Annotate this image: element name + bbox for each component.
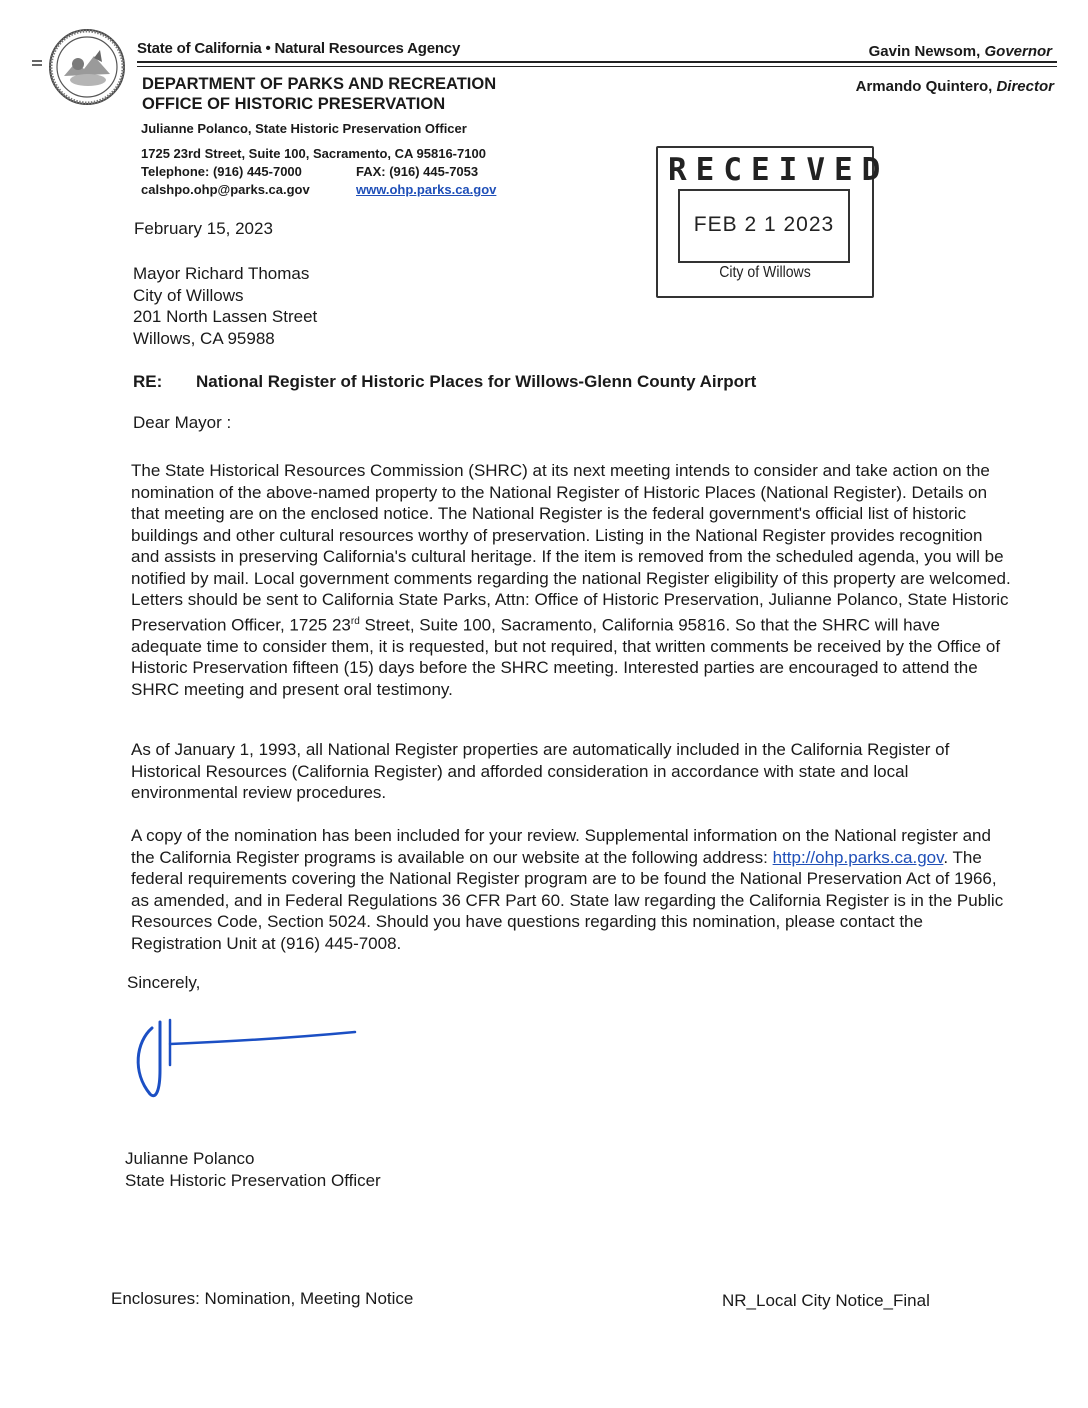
department-block bbox=[142, 74, 496, 114]
recipient-line: Mayor Richard Thomas bbox=[133, 264, 310, 283]
stamp-title: RECEIVED bbox=[668, 152, 890, 188]
subject-line bbox=[133, 372, 756, 392]
p1-text-a: The State Historical Resources Commission (SHRC) at its next meeting intends to consider and take action on the nomination of the above-named property to the National Register of Historic Places (National Register). Details on that meeting are on the enclosed notice. The National Register is the federal government's official list of historic buildings and other cultural resources worthy of preservation. Listing in the National Register provides recognition and assists in preserving California's cultural heritage. If the item is removed from the scheduled agenda, you will be notified by mail. Local government comments regarding the national Register eligibility of this property are welcomed. Letters should be sent to California State Parks, Attn: Office of Historic Preservation, Julianne Polanco, State Historic Preservation Officer, 1725 23 bbox=[131, 461, 1011, 635]
stamp-date-box bbox=[678, 189, 850, 263]
director-title: Director bbox=[996, 78, 1054, 95]
shpo-line: Julianne Polanco, State Historic Preservation Officer bbox=[141, 121, 467, 136]
body-paragraph-1 bbox=[131, 460, 1011, 700]
subject-label: RE: bbox=[133, 372, 163, 391]
governor-name: Gavin Newsom, bbox=[868, 43, 981, 60]
website-link[interactable]: www.ohp.parks.ca.gov bbox=[356, 182, 497, 197]
director-line bbox=[856, 78, 1054, 95]
file-reference: NR_Local City Notice_Final bbox=[722, 1291, 930, 1310]
p1-text-b: Street, Suite 100, Sacramento, California 95816. So that the SHRC will have adequate time to consider them, it is requested, but not required, that written comments be received by the Office of Historic Preservation fifteen (15) days before the SHRC meeting. Interested parties are encouraged to attend the SHRC meeting and present oral testimony. bbox=[131, 615, 1001, 699]
signer-name: Julianne Polanco bbox=[125, 1149, 255, 1168]
p3-text-b: . The federal requirements covering the National Register program are to be found the National Preservation Act of 1966, as amended, and in Federal Regulations 36 CFR Part 60. State law regarding the California Register is in the Public Resources Code, Section 5024. Should you have questions regarding this nomination, please contact the Registration Unit at (916) 445-7008. bbox=[131, 847, 1004, 953]
recipient-line: City of Willows bbox=[133, 285, 244, 305]
recipient-line: 201 North Lassen Street bbox=[133, 307, 318, 326]
signature-image bbox=[130, 1010, 370, 1105]
telephone: Telephone: (916) 445-7000 bbox=[141, 164, 302, 179]
letter-date: February 15, 2023 bbox=[134, 219, 273, 238]
signer-title: State Historic Preservation Officer bbox=[125, 1171, 381, 1190]
governor-line bbox=[869, 43, 1052, 60]
stamp-city: City of Willows bbox=[719, 264, 811, 281]
stamp-date: FEB 2 1 2023 bbox=[693, 213, 835, 236]
governor-title: Governor bbox=[984, 43, 1052, 60]
california-state-seal-icon bbox=[48, 28, 126, 106]
director-name: Armando Quintero, bbox=[855, 78, 993, 95]
office-name: OFFICE OF HISTORIC PRESERVATION bbox=[142, 95, 446, 113]
ohp-website-link[interactable]: http://ohp.parks.ca.gov bbox=[772, 847, 944, 867]
salutation: Dear Mayor : bbox=[133, 413, 232, 432]
p1-superscript: rd bbox=[350, 615, 360, 627]
signature-block bbox=[125, 1148, 381, 1192]
body-paragraph-3 bbox=[131, 825, 1011, 954]
closing: Sincerely, bbox=[127, 973, 201, 992]
email: calshpo.ohp@parks.ca.gov bbox=[141, 182, 310, 197]
recipient-address bbox=[133, 263, 317, 349]
subject-text: National Register of Historic Places for Willows-Glenn County Airport bbox=[196, 372, 757, 391]
p3-text-a: A copy of the nomination has been included for your review. Supplemental information on the National register and the California Register programs is available on our website at the following address: bbox=[131, 826, 991, 867]
letterhead-rule-thin bbox=[137, 66, 1057, 67]
recipient-line: Willows, CA 95988 bbox=[133, 328, 275, 348]
received-stamp bbox=[656, 146, 890, 298]
office-address: 1725 23rd Street, Suite 100, Sacramento, CA 95816-7100 bbox=[141, 146, 486, 161]
enclosures-note: Enclosures: Nomination, Meeting Notice bbox=[111, 1289, 414, 1308]
body-paragraph-2: As of January 1, 1993, all National Register properties are automatically included in the California Register of Historical Resources (California Register) and afforded consideration in accordance with state and local environmental review procedures. bbox=[131, 740, 950, 802]
department-name: DEPARTMENT OF PARKS AND RECREATION bbox=[142, 75, 497, 93]
contact-block bbox=[141, 145, 496, 199]
letterhead-rule-thick bbox=[137, 61, 1057, 63]
margin-mark-icon bbox=[32, 58, 42, 68]
fax: FAX: (916) 445-7053 bbox=[356, 164, 479, 179]
agency-line: State of California • Natural Resources Agency bbox=[137, 40, 461, 57]
